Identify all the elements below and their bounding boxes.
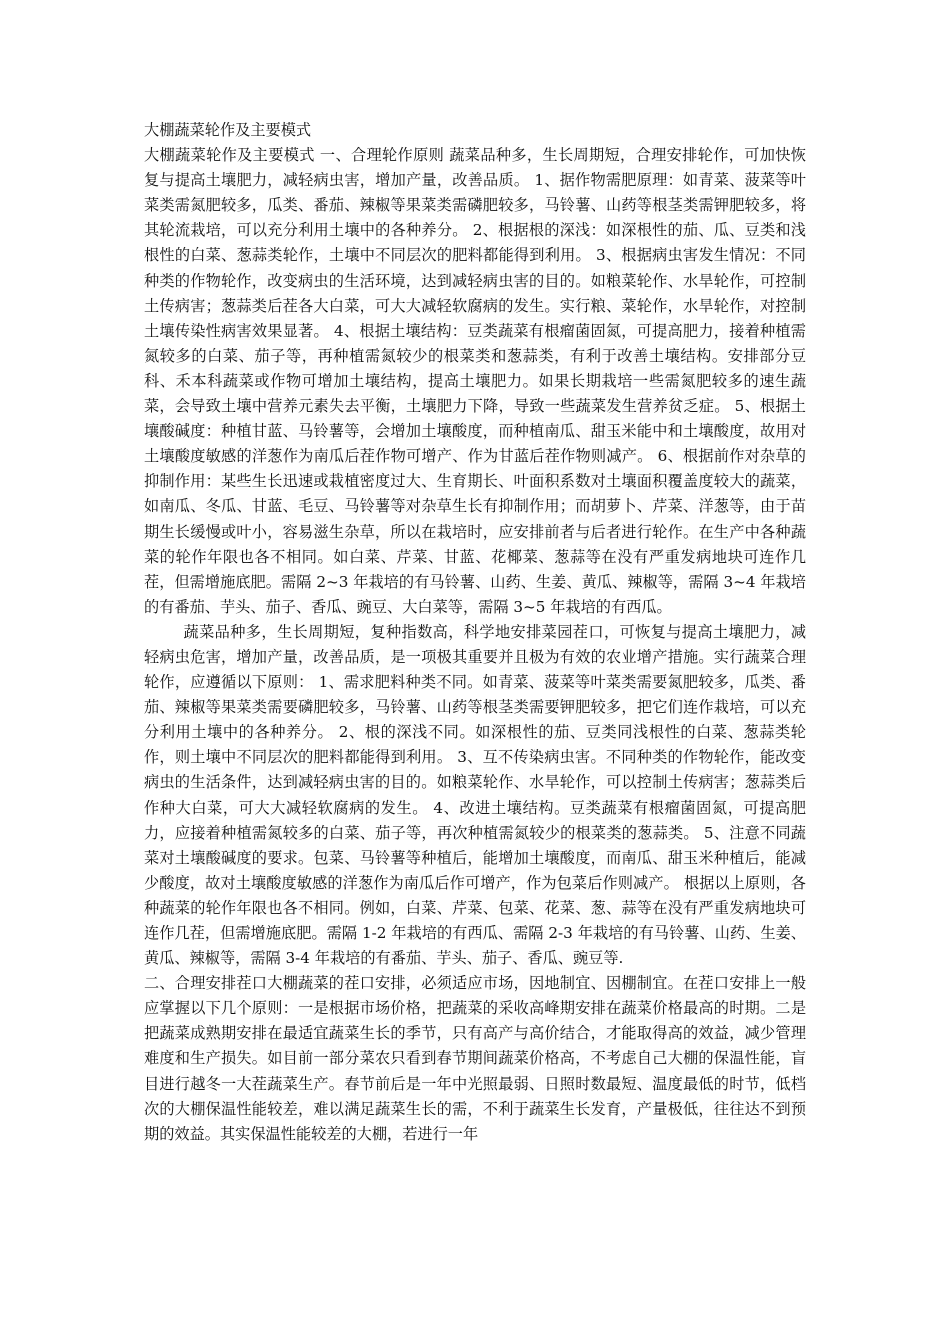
paragraph-rotation-rules: 蔬菜品种多，生长周期短，复种指数高，科学地安排菜园茬口，可恢复与提高土壤肥力，减轻病虫危害，增加产量，改善品质，是一项极其重要并且极为有效的农业增产措施。实行蔬菜合理轮作，应遵循以下原则： 1、需求肥料种类不同。如青菜、菠菜等叶菜类需要氮肥较多，瓜类、番茄、辣椒等果菜类需要磷肥较多，马铃薯、山药等根茎类需要钾肥较多，把它们连作栽培，可以充分利用土壤中的各种养分。 2、根的深浅不同。如深根性的茄、豆类同浅根性的白菜、葱蒜类轮作，则土壤中不同层次的肥料都能得到利用。 3、互不传染病虫害。不同种类的作物轮作，能改变病虫的生活条件，达到减轻病虫害的目的。如粮菜轮作、水旱轮作，可以控制土传病害；葱蒜类后作种大白菜，可大大减轻软腐病的发生。 4、改进土壤结构。豆类蔬菜有根瘤菌固氮，可提高肥力，应接着种植需氮较多的白菜、茄子等，再次种植需氮较少的根菜类的葱蒜类。 5、注意不同蔬菜对土壤酸碱度的要求。包菜、马铃薯等种植后，能增加土壤酸度，而南瓜、甜玉米种植后，能减少酸度，故对土壤酸度敏感的洋葱作为南瓜后作可增产，作为包菜后作则减产。 根据以上原则，各种蔬菜的轮作年限也各不相同。例如，白菜、芹菜、包菜、花菜、葱、蒜等在没有严重发病地块可连作几茬，但需增施底肥。需隔 1-2 年栽培的有西瓜、需隔 2-3 年栽培的有马铃薯、山药、生姜、黄瓜、辣椒等，需隔 3-4 年栽培的有番茄、芋头、茄子、香瓜、豌豆等.: [144, 622, 806, 968]
document-title: 大棚蔬菜轮作及主要模式: [144, 121, 312, 139]
document-page: [144, 118, 806, 1147]
paragraph-rotation-principles: 大棚蔬菜轮作及主要模式 一、合理轮作原则 蔬菜品种多，生长周期短，合理安排轮作，可加快恢复与提高土壤肥力，减轻病虫害，增加产量，改善品质。 1、据作物需肥原理：如青菜、菠菜等叶菜类需氮肥较多，瓜类、番茄、辣椒等果菜类需磷肥较多，马铃薯、山药等根茎类需钾肥较多，将其轮流栽培，可以充分利用土壤中的各种养分。 2、根据根的深浅：如深根性的茄、瓜、豆类和浅根性的白菜、葱蒜类轮作，土壤中不同层次的肥料都能得到利用。 3、根据病虫害发生情况：不同种类的作物轮作，改变病虫的生活环境，达到减轻病虫害的目的。如粮菜轮作、水旱轮作，可控制土传病害；葱蒜类后茬各大白菜，可大大减轻软腐病的发生。实行粮、菜轮作，水旱轮作，对控制土壤传染性病害效果显著。 4、根据土壤结构：豆类蔬菜有根瘤菌固氮，可提高肥力，接着种植需氮较多的白菜、茄子等，再种植需氮较少的根菜类和葱蒜类，有利于改善土壤结构。安排部分豆科、禾本科蔬菜或作物可增加土壤结构，提高土壤肥力。如果长期栽培一些需氮肥较多的速生蔬菜，会导致土壤中营养元素失去平衡，土壤肥力下降，导致一些蔬菜发生营养贫乏症。 5、根据土壤酸碱度：种植甘蓝、马铃薯等，会增加土壤酸度，而种植南瓜、甜玉米能中和土壤酸度，故用对土壤酸度敏感的洋葱作为南瓜后茬作物可增产、作为甘蓝后茬作物则减产。 6、根据前作对杂草的抑制作用：某些生长迅速或栽植密度过大、生育期长、叶面积系数对土壤面积覆盖度较大的蔬菜，如南瓜、冬瓜、甘蓝、毛豆、马铃薯等对杂草生长有抑制作用；而胡萝卜、芹菜、洋葱等，由于苗期生长缓慢或叶小，容易滋生杂草，所以在栽培时，应安排前者与后者进行轮作。在生产中各种蔬菜的轮作年限也各不相同。如白菜、芹菜、甘蓝、花椰菜、葱蒜等在没有严重发病地块可连作几茬，但需增施底肥。需隔 2~3 年栽培的有马铃薯、山药、生姜、黄瓜、辣椒等，需隔 3~4 年栽培的有番茄、芋头、茄子、香瓜、豌豆、大白菜等，需隔 3~5 年栽培的有西瓜。: [144, 146, 806, 616]
paragraph-crop-arrangement: 二、合理安排茬口大棚蔬菜的茬口安排，必须适应市场，因地制宜、因棚制宜。在茬口安排上一般应掌握以下几个原则：一是根据市场价格，把蔬菜的采收高峰期安排在蔬菜价格最高的时期。二是把蔬菜成熟期安排在最适宜蔬菜生长的季节，只有高产与高价结合，才能取得高的效益，减少管理难度和生产损失。如目前一部分菜农只看到春节期间蔬菜价格高，不考虑自己大棚的保温性能，盲目进行越冬一大茬蔬菜生产。春节前后是一年中光照最弱、日照时数最短、温度最低的时节，低档次的大棚保温性能较差，难以满足蔬菜生长的需，不利于蔬菜生长发育，产量极低，往往达不到预期的效益。其实保温性能较差的大棚，若进行一年: [144, 974, 806, 1143]
